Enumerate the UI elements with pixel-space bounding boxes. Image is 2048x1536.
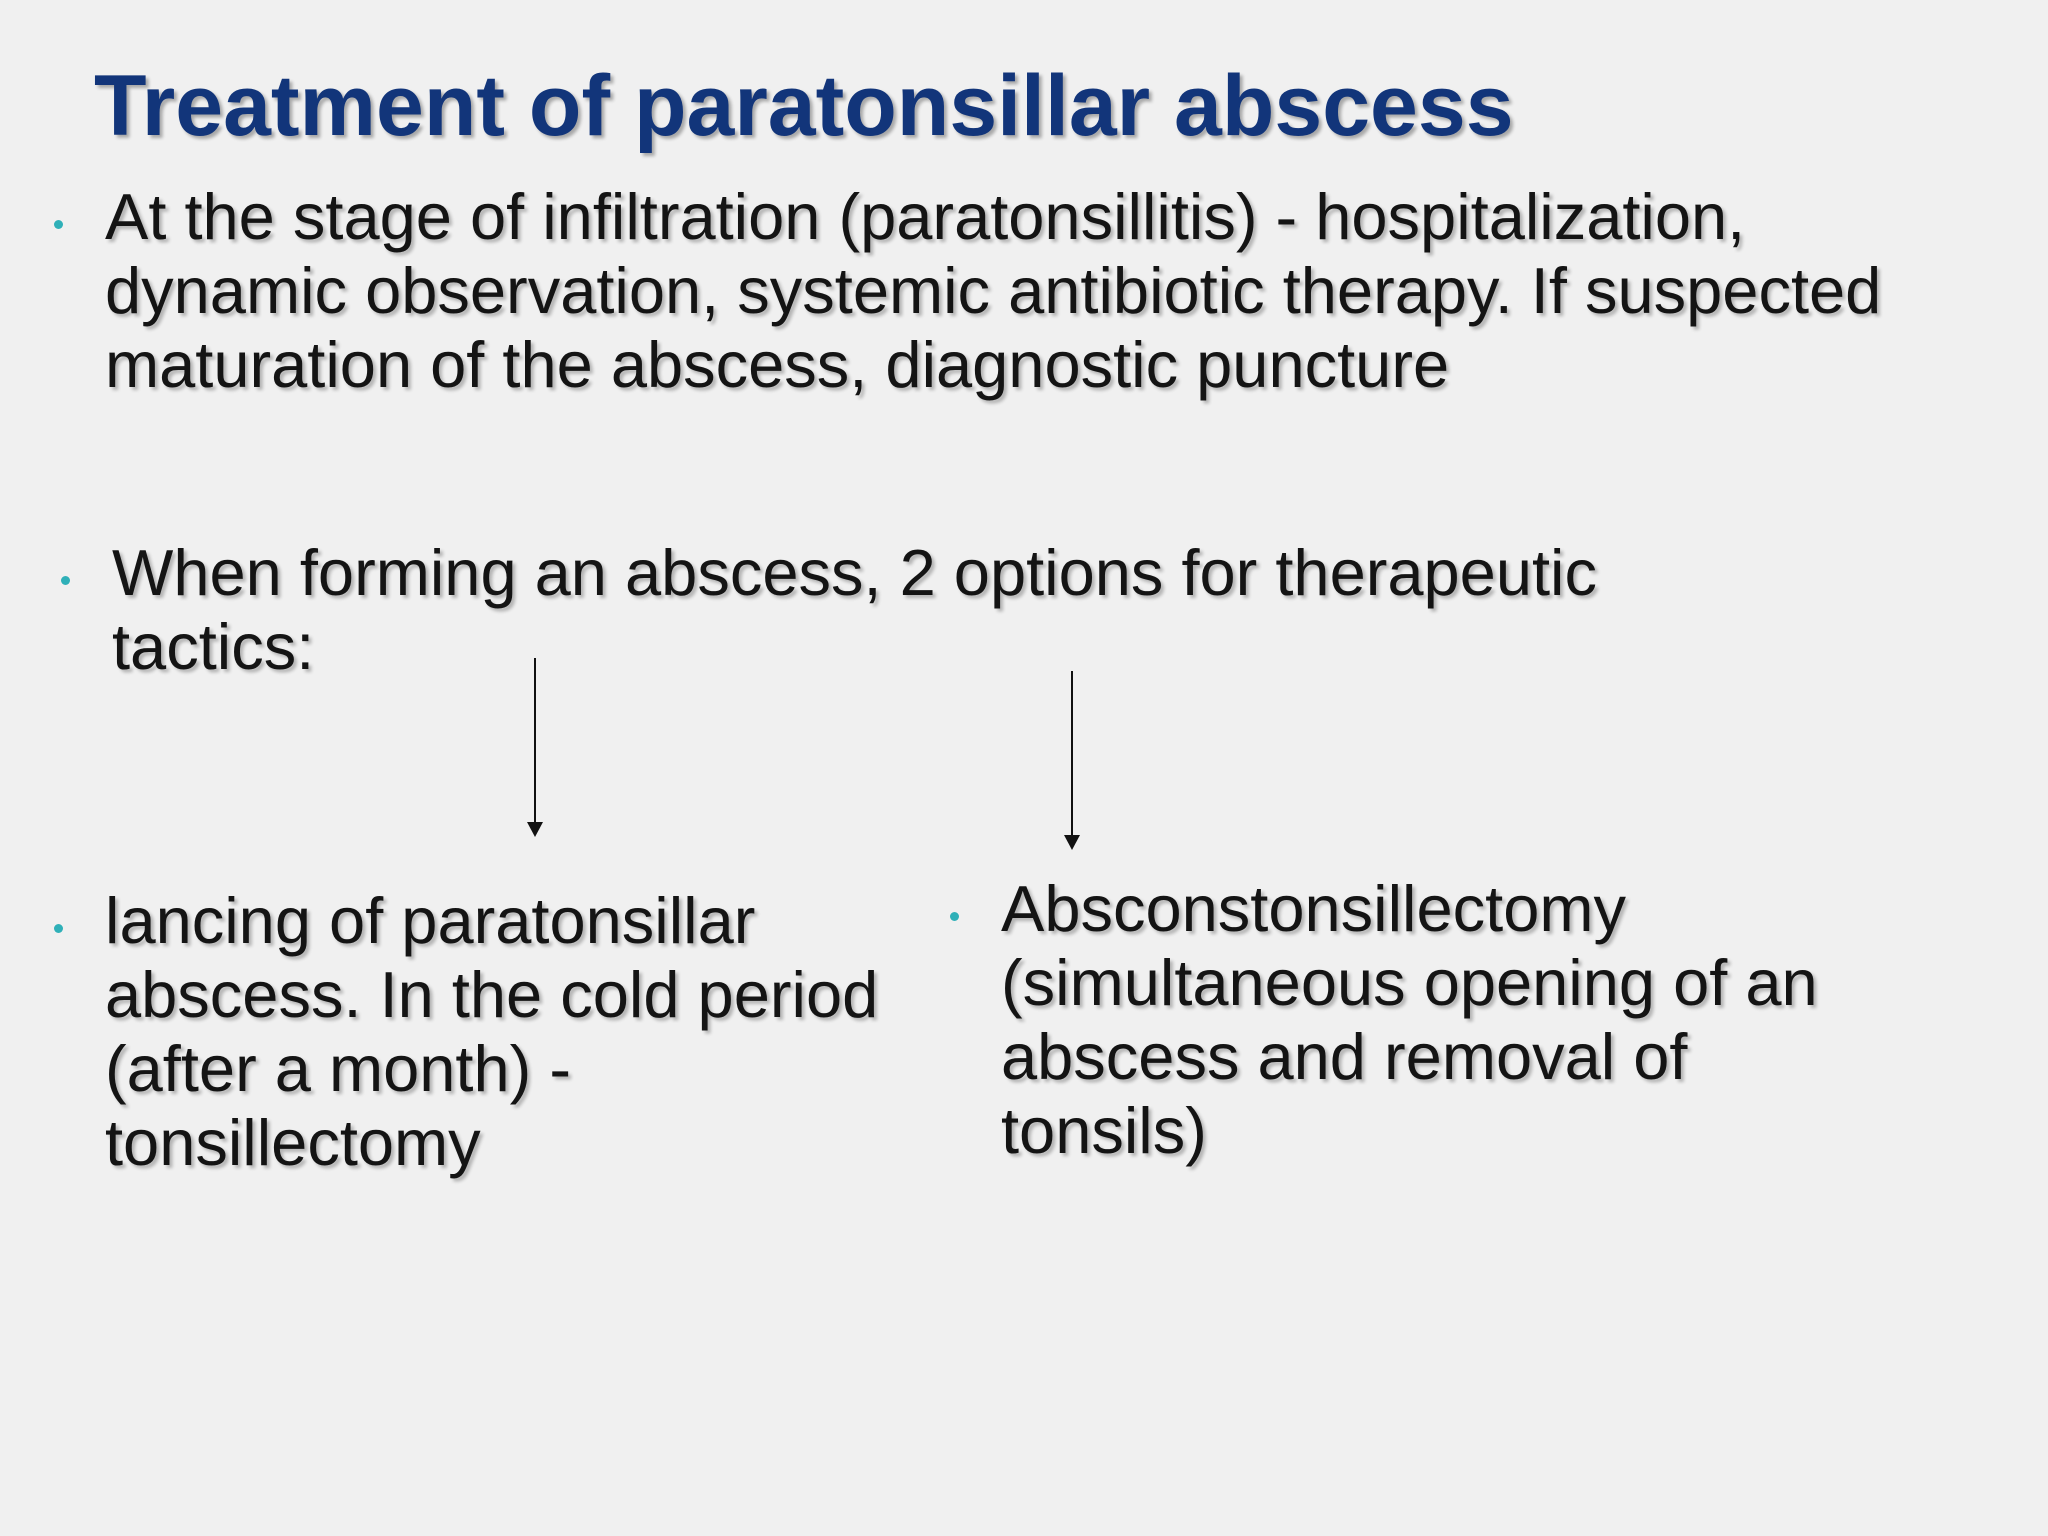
bullet-lancing-line-3: (after a month) -: [105, 1032, 571, 1105]
bullet-infiltration-line-3: maturation of the abscess, diagnostic puncture: [105, 328, 1450, 401]
bullet-dot: [950, 912, 959, 921]
bullet-infiltration-line-2: dynamic observation, systemic antibiotic therapy. If suspected: [105, 254, 1882, 327]
bullet-lancing-line-1: lancing of paratonsillar: [105, 884, 756, 957]
arrow-down-right-icon: [1061, 669, 1085, 853]
bullet-infiltration-line-1: At the stage of infiltration (paratonsillitis) - hospitalization,: [105, 180, 1746, 253]
bullet-absconstonsillectomy-line-4: tonsils): [1001, 1094, 1207, 1167]
bullet-dot: [54, 924, 63, 933]
bullet-lancing-line-2: abscess. In the cold period: [105, 958, 879, 1031]
slide-title: Treatment of paratonsillar abscess: [94, 58, 1514, 154]
bullet-forming-line-1: When forming an abscess, 2 options for therapeutic: [112, 536, 1597, 609]
bullet-dot: [61, 576, 70, 585]
bullet-dot: [54, 220, 63, 229]
bullet-forming-line-2: tactics:: [112, 610, 315, 683]
bullet-absconstonsillectomy-line-3: abscess and removal of: [1001, 1020, 1688, 1093]
arrow-down-left-icon: [524, 656, 548, 840]
bullet-absconstonsillectomy-line-1: Absconstonsillectomy: [1001, 872, 1626, 945]
bullet-lancing-line-4: tonsillectomy: [105, 1106, 481, 1179]
bullet-absconstonsillectomy-line-2: (simultaneous opening of an: [1001, 946, 1818, 1019]
